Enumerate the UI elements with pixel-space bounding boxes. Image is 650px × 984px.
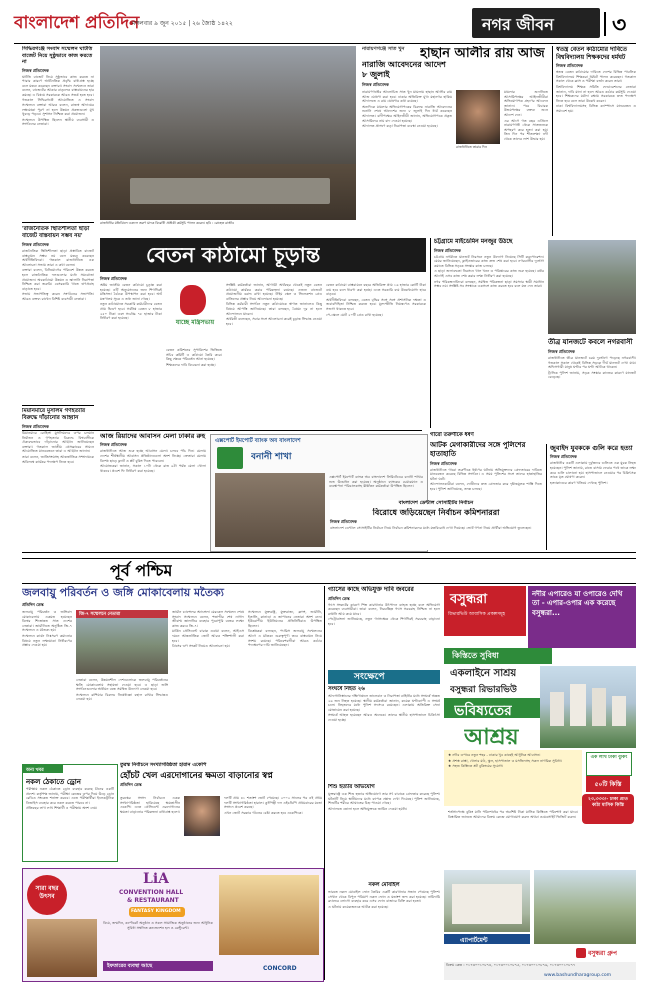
apartment-label: এ্যাপার্টমেন্ট (460, 937, 488, 944)
byline: নিজস্ব প্রতিবেদক (362, 82, 389, 87)
salary-badge (166, 283, 222, 345)
aerial-photo (534, 870, 636, 944)
article-teachers (556, 46, 636, 238)
sangkhepe-banner (328, 670, 440, 684)
byline: প্রতিদিন ডেস্ক (120, 782, 142, 788)
headline: জলবায়ু পরিবর্তন ও জঙ্গি মোকাবেলায় মতৈক্য (22, 586, 224, 599)
lia-line3: FANTASY KINGDOM (131, 909, 181, 914)
byline: নিজস্ব প্রতিবেদক (434, 247, 461, 253)
article-salary (100, 276, 426, 426)
climate-col-1: জলবায়ু পরিবর্তন ও জঙ্গিবাদ মোকাবেলায় একমত হয়েছেন বিশ্বের শিল্পোন্নত সাত দেশের নেতারা। জার্মানিতে অনুষ্ঠিত জি-৭ সম্মেলনে এ মতৈক্য হয়। সম্মেলনে কার্বন নিঃসরণ কমানোর বিষয়ে নতুন লক্ষ্যমাত্রা নির্ধারণের প্রস্তাব দেওয়া হয়। (22, 610, 72, 648)
group-logo-icon (576, 948, 586, 958)
headline: হোঁচট খেল এরদোগানের ক্ষমতা বাড়ানোর স্বপ্ন (120, 770, 273, 780)
climate-col-2: নেতারা বলেন, উন্নয়নশীল দেশগুলোকে জলবায়ু পরিবর্তনের ক্ষতি মোকাবেলায় সহায়তা দেওয়া হবে। এ ছাড়া জঙ্গি সংগঠনগুলোর অর্থায়ন বন্ধে সমন্বিত উদ্যোগ নেওয়া হবে। সম্মেলনে রাশিয়ার বিরুদ্ধে নিষেধাজ্ঞা বহাল রাখার সিদ্ধান্তও নেওয়া হয়। (76, 678, 168, 702)
portrait-photo (456, 90, 500, 144)
g7-photo (76, 610, 168, 674)
bank-sub: বনানী শাখা (251, 452, 292, 462)
sangkhepe-label: সংক্ষেপে (354, 672, 385, 682)
body-text: গ্যাস সংকটের কারণে শিল্প কারখানার উৎপাদন ব্যাহত হচ্ছে বলে অভিযোগ করেছেন ব্যবসায়ীরা। তারা বলেন, নিরবচ্ছিন্ন গ্যাস সরবরাহ নিশ্চিত না হলে রপ্তানি আয় কমে যাবে। পেট্রোবাংলা জানিয়েছে, নতুন গ্যাসক্ষেত্র থেকে শিগগিরই সরবরাহ বাড়ানো হবে। (328, 602, 440, 626)
portrait-caption: রাজধানীতে তারার দিন (456, 145, 487, 149)
election-text: বাংলাদেশ ডেন্টাল সোসাইটির নির্বাচন নিয়ে নির্বাচন কমিশনারদের মধ্যে মতবিরোধ দেখা দিয়েছে। ভোট গণনা নিয়ে প্রার্থীরা অভিযোগ তুলেছেন। (330, 526, 532, 530)
lia-ad (22, 868, 324, 982)
ad-top-left (444, 586, 526, 636)
headline: সিদ্ধিরগঞ্জে সংবাদ সম্মেলন ঘাটতি বাজেট নিয়ে সুষ্ঠুভাবে কাজ করতে না (22, 46, 93, 65)
badge2: ৫০টি কিস্তি (594, 781, 622, 788)
headline: নকল ঠেকাতে ড্রোন (26, 778, 81, 786)
paper-name: বাংলাদেশ প্রতিদিন (14, 13, 140, 33)
building-photo (540, 666, 636, 748)
page-number: ৩ (612, 13, 627, 38)
election-kicker: বাংলাদেশ ডেন্টাল সোসাইটির নির্বাচন (398, 500, 474, 506)
group-photo (100, 46, 356, 220)
badge3-box (582, 794, 634, 824)
bank-title: এক্সপোর্ট ইমপোর্ট ব্যাংক অব বাংলাদেশ (215, 438, 301, 444)
green-text: ভবিষ্যতের (454, 703, 512, 719)
lia-badge: সারা বছর উৎসব (35, 885, 59, 900)
conditions-text: শর্তসাপেক্ষে বুকিং মানি পরিশোধের পর অবশিষ্ট টাকা মাসিক কিস্তিতে পরিশোধ করা যাবে। বিস্তারিত জানতে আমাদের বিক্রয় কেন্দ্রে যোগাযোগ করুন অথবা ওয়েবসাইট ভিজিট করুন। (448, 810, 578, 819)
ribbon: কিস্তিতে সুবিধা (452, 651, 499, 660)
bangladesh-map-icon (180, 285, 206, 315)
byline: নিজস্ব প্রতিবেদক (22, 242, 49, 247)
body-text: রাজধানীর একটি এলাকায় দুর্বৃত্তদের গুলিতে এক যুবক নিহত হয়েছেন। পুলিশ জানায়, রাতে বাসায় ফেরার পথে তাকে লক্ষ্য করে গুলি চালানো হয়। হাসপাতালে নেওয়ার পর চিকিৎসক তাকে মৃত ঘোষণা করেন। হত্যাকাণ্ডের কারণ খতিয়ে দেখছে পুলিশ। (550, 461, 636, 485)
headline: হাছান আলীর রায় আজ (420, 46, 545, 61)
lia-line2: & RESTAURANT (127, 897, 179, 904)
apartment-label-box (444, 934, 530, 944)
white-text: আশ্রয় (464, 725, 519, 750)
climate-col-3: জার্মান চ্যান্সেলর অ্যাঙ্গেলা মেরকেল সম্মেলন শেষে সংবাদ সম্মেলনে বলেন, শতাব্দীর শেষ নাগাদ জীবাশ্ম জ্বালানির ব্যবহার পুরোপুরি বন্ধের লক্ষ্যে কাজ করবে জি-৭। মার্কিন প্রেসিডেন্ট বারাক ওবামা বলেন, আইএস দমনে আন্তর্জাতিক জোট আরও শক্তিশালী করা হবে। গ্রিসের ঋণ সংকট নিয়েও আলোচনা হয়। (172, 610, 244, 649)
byline: নিজস্ব প্রতিবেদক (556, 63, 583, 69)
article-myanmar (22, 408, 94, 528)
other-news-label-box (23, 765, 63, 773)
section-banner: পূর্ব পশ্চিম (110, 561, 173, 580)
body-text: পরীক্ষায় নকল ঠেকাতে ড্রোন ব্যবহার করছে চীনের একটি প্রদেশ। কর্তৃপক্ষ জানায়, পরীক্ষা কেন্দ্রের ওপর দিয়ে উড়ে ড্রোন রেডিও সংকেত শনাক্ত করবে। এতে পরীক্ষার্থীরা ইলেকট্রনিক ডিভাইস ব্যবহার করে নকল করতে পারবে না। প্রতিবছর লাখ লাখ শিক্ষার্থী এ পরীক্ষায় অংশ নেয়। (26, 787, 114, 811)
byline: প্রতিদিন ডেস্ক (328, 595, 350, 601)
lia-badge-box (27, 875, 67, 915)
body-text: মিয়ানমারে রোহিঙ্গা মুসলিমদের ওপর চলমান নির্যাতন ও গণহত্যার বিরুদ্ধে বিশ্ববাসীকে ঐক্যবদ্ধভাবে দাঁড়ানোর আহ্বান জানিয়েছেন বক্তারা। গতকাল জাতীয় প্রেসক্লাবের সামনে আয়োজিত মানববন্ধনে তারা এ আহ্বান জানান। তারা বলেন, জাতিসংঘসহ আন্তর্জাতিক সম্প্রদায়কে অবিলম্বে কার্যকর পদক্ষেপ নিতে হবে। (22, 431, 94, 464)
headline: তীব্র যানজটে কবলে নগরবাসী (548, 338, 633, 346)
article-jubayer (550, 444, 636, 550)
item3-headline: নকল মোবাইল (368, 882, 400, 888)
lia-text: বিয়ে, জন্মদিন, কর্পোরেট অনুষ্ঠান ও সকল সামাজিক অনুষ্ঠানের জন্য আধুনিক সুবিধা সম্বলিত কনভেনশন হল ও রেস্টুরেন্ট। (103, 921, 213, 930)
headline: চট্টগ্রামে মাইডেমিন মনজুর উঠছে (434, 238, 513, 245)
salary-col-4: বেতন কাঠামো বাস্তবায়নে বছরে অতিরিক্ত প্রায় ১৬ হাজার কোটি টাকা ব্যয় হবে বলে ধারণা করা হচ্ছে। এতে সরকারি ব্যয় উল্লেখযোগ্য হারে বাড়বে। অর্থনীতিবিদরা বলছেন, বেতন বৃদ্ধির সঙ্গে সঙ্গে প্রশাসনিক দক্ষতা ও জবাবদিহিতা নিশ্চিত করতে হবে। মূল্যস্ফীতি নিয়ন্ত্রণেও সরকারকে সজাগ থাকতে হবে। পে-স্কেলে মোট ২০টি গ্রেড রাখা হয়েছে। (326, 283, 426, 317)
ribbon-box (444, 648, 552, 664)
badge2-box (586, 776, 630, 792)
section-title-box (472, 8, 600, 38)
byline: নিজস্ব প্রতিবেদক (22, 424, 49, 429)
other-news-label: অন্য খবর (26, 768, 44, 773)
badge3: ২৩,৩৩৩/- টাকা প্রতি কাঠা মাসিক কিস্তি (587, 797, 629, 808)
section-title: নগর জীবন (482, 15, 554, 34)
salary-banner (100, 238, 426, 272)
lia-photo (27, 919, 97, 977)
bank-photo (215, 473, 325, 547)
badge1: এক লাখ টাকা বুকিং (590, 755, 628, 760)
contact-strip (444, 962, 636, 980)
body-text: রাজনৈতিক স্থিতিশীলতা ছাড়া প্রস্তাবিত বাজেট বাস্তবায়ন সম্ভব নয় বলে মন্তব্য করেছেন অর্থনীতিবিদরা। গতকাল রাজধানীতে এক আলোচনা সভায় তারা এ কথা বলেন। বক্তারা বলেন, বিনিয়োগের পরিবেশ উন্নত করতে হলে রাজনৈতিক দলগুলোর মধ্যে সমঝোতা প্রয়োজন। অবকাঠামো উন্নয়ন ও জ্বালানি নিরাপত্তা নিশ্চিত করা জরুরি। বেসরকারি খাতে ঋণপ্রবাহ বাড়াতে হবে। সভায় সভাপতিত্ব করেন সংগঠনের সভাপতি। আরও বক্তব্য রাখেন বিশিষ্ট ব্যবসায়ী নেতারা। (22, 249, 94, 301)
byline: নিজস্ব প্রতিবেদক (430, 460, 457, 466)
election-byline: নিজস্ব প্রতিবেদক (330, 519, 357, 524)
kicker: তুরস্ক নির্বাচনে সংখ্যাগরিষ্ঠতা হারান একেপি (120, 762, 207, 768)
election-block (100, 496, 101, 497)
line2: বসুন্ধরা রিভারভিউ (450, 685, 517, 695)
item2-headline: শিশু হত্যার অভিযোগ (328, 784, 375, 790)
headline: 'রাজনৈতিক স্থিতিশীলতা ছাড়া বাজেট বাস্তবায়ন সম্ভব নয়' (22, 226, 90, 239)
bank-logo-icon (217, 447, 243, 469)
article-climate (22, 586, 322, 760)
bashundhara-logo: বসুন্ধরা (450, 592, 488, 607)
body-text: স্বতন্ত্র বেতন কাঠামোর দাবিতে দেশের বিভিন্ন পাবলিক বিশ্ববিদ্যালয়ে শিক্ষকরা ধর্মঘট পালন করেছেন। গতকাল সকাল থেকে ক্লাস ও পরীক্ষা বর্জন করেন তারা। বিশ্ববিদ্যালয় শিক্ষক সমিতি ফেডারেশনের নেতারা জানান, দাবি মানা না হলে আরও কঠোর কর্মসূচি দেওয়া হবে। শিক্ষকদের মর্যাদা রক্ষায় সরকারকে দ্রুত পদক্ষেপ নিতে হবে বলে তারা উল্লেখ করেন। ঢাকা বিশ্ববিদ্যালয়সহ বিভিন্ন ক্যাম্পাসে মানববন্ধন ও সমাবেশ হয়। (556, 70, 636, 113)
climate-col-4: সম্মেলনে যুক্তরাষ্ট্র, যুক্তরাজ্য, ফ্রান্স, জার্মানি, ইতালি, কানাডা ও জাপানের নেতারা অংশ নেন। ইউরোপীয় ইউনিয়নের প্রতিনিধিরাও উপস্থিত ছিলেন। বিশ্লেষকরা বলছেন, প্যারিস জলবায়ু সম্মেলনের আগে এ মতৈক্য গুরুত্বপূর্ণ। তবে বাস্তবায়ন নিয়ে সংশয় রয়েছে। পরিবেশবাদীরা আরও কঠোর পদক্ষেপের দাবি জানিয়েছেন। (248, 610, 322, 648)
subhead: নারাজি আবেদনের আদেশ ৮ জুলাই (362, 60, 446, 79)
group-name: বসুন্ধরা গ্রুপ (588, 950, 617, 957)
body-text: ঘাটতি বাজেট নিয়ে সুষ্ঠুভাবে কাজ করতে না পারার কারণে অর্থনৈতিক প্রবৃদ্ধি বাধাগ্রস্ত হচ্ছে বলে মন্তব্য করেছেন বক্তারা। সংবাদ সম্মেলনে তারা বলেন, বাজেটের আকার বাড়লেও বাস্তবায়নের হার কমছে। এ বিষয়ে সরকারকে আরও সতর্ক হতে হবে। গতকাল সিদ্ধিরগঞ্জে আয়োজিত এ সংবাদ সম্মেলনে বক্তারা আরও বলেন, রাজস্ব আদায়ের লক্ষ্যমাত্রা পূরণ না হলে উন্নয়ন প্রকল্পগুলো মুখ থুবড়ে পড়বে। সুশাসন নিশ্চিত করা প্রয়োজন। সম্মেলনে উপস্থিত ছিলেন স্থানীয় ব্যবসায়ী ও সংগঠনের নেতারা। (22, 74, 94, 127)
body-text: চট্টগ্রাম নগরীতে যানজট নিরসনে নতুন উদ্যোগ নিয়েছে সিটি করপোরেশন। মেয়র জানিয়েছেন, ফ্লাইওভারের কাজ দ্রুত শেষ করা হবে। নগরবাসীর দুর্ভোগ কমাতে বিভিন্ন সড়কে সংস্কার কাজ চলছে। এ ছাড়া জলাবদ্ধতা নিরসনে খাল খনন ও পরিষ্কারের কাজ শুরু হয়েছে। বর্ষার আগেই এসব কাজ শেষ করার লক্ষ্য নির্ধারণ করা হয়েছে। নগর পরিকল্পনাবিদরা বলছেন, সমন্বিত পরিকল্পনা ছাড়া সমস্যার স্থায়ী সমাধান সম্ভব নয়। সংশ্লিষ্ট সব সংস্থাকে একসঙ্গে কাজ করতে হবে বলে মত দেন তারা। (434, 254, 544, 289)
date-line: মঙ্গলবার ৯ জুন ২০১৫ | ২৬ জ্যৈষ্ঠ ১৪২২ (132, 20, 233, 27)
headline: জুবাইদ যুবককে গুলি করে হত্যা (550, 444, 633, 452)
byline: নিজস্ব প্রতিবেদক (548, 349, 575, 354)
election-article (430, 470, 431, 471)
bashundhara-tagline: নদীর এপারেও যা ওপারেও দেখি তা - এপার-ওপার এক করেছে বসুন্ধরা... (532, 590, 623, 617)
lia-line1: CONVENTION HALL (119, 889, 184, 896)
byline: নিজস্ব প্রতিবেদক (550, 454, 577, 460)
website: www.bashundharagroup.com (544, 973, 612, 978)
contact-text: বিক্রয় কেন্দ্র : ০১৭৩০০১০৮৭৪, ০১৭৩০০১০৮৭৫, ০১৭৩০০১০৮৭৬, ০১৭৩০০১০৮৭৭ (446, 963, 576, 967)
article-ctg (434, 238, 544, 428)
lia-footer: ইফতারের ব্যবস্থা আছে (107, 963, 153, 969)
subhead: আটক মেগাকারীদের সঙ্গে পুলিশের হাতাহাতি (430, 441, 526, 458)
article-election-proper (430, 496, 542, 497)
bank-text: এক্সপোর্ট ইমপোর্ট ব্যাংক অব বাংলাদেশ লিমিটেডের বনানী শাখার শুভ উদ্বোধন করা হয়েছে। অনুষ্ঠানে ব্যাংকের চেয়ারম্যান ও ব্যবস্থাপনা পরিচালকসহ ঊর্ধ্বতন কর্মকর্তারা উপস্থিত ছিলেন। (329, 475, 423, 489)
item3-text: ভারতে নকল মোবাইল ফোন তৈরির একটি কারখানার সন্ধান পেয়েছে পুলিশ। সেখান থেকে বিপুল পরিমাণ নকল ফোন ও যন্ত্রাংশ জব্দ করা হয়েছে। নামিদামি ব্র্যান্ডের লোগো ব্যবহার করে এসব ফোন বাজারে বিক্রি করা হতো। এ ঘটনায় কয়েকজনকে আটক করা হয়েছে। (328, 890, 440, 909)
kicker: গারো তরুণীকে ধর্ষণ (430, 432, 474, 438)
election-headline: বিরোধে জড়িয়েছেন নির্বাচন কমিশনাররা (372, 508, 500, 517)
body-col-2: মামলার শুনানিতে আসামিপক্ষের আইনজীবীরা অভিযোগপত্র গ্রহণের আবেদন জানান। পরে বিচারক উভয়পক্ষের বক্তব্য শুনে আদেশ দেন। এর আগে গত বছর এপ্রিলে নারায়ণগঞ্জ থেকে সাতজনকে অপহরণ করে হত্যা করা হয়। তিন দিন পর শীতলক্ষ্যা নদী থেকে তাদের লাশ উদ্ধার হয়। (504, 90, 548, 141)
salary-col-2: বেতন কমিশনের সুপারিশের ভিত্তিতে সচিব কমিটি এ কাঠামো তৈরি করে। কিছু ক্ষেত্রে পরিবর্তন আনা হয়েছে। শিক্ষকদের দাবি বিবেচনা করা হচ্ছে। (166, 348, 222, 367)
body-col-1: নারায়ণগঞ্জের আলোচিত সাত খুন মামলায় হাছান আলীর রায় আজ ঘোষণা করা হবে। ঢাকার অতিরিক্ত মুখ্য মহানগর হাকিম আদালতে এ রায় ঘোষণার কথা রয়েছে। অন্যদিকে মামলার অভিযোগপত্রের বিরুদ্ধে নারাজি আবেদনের শুনানি শেষে আদেশের জন্য ৮ জুলাই দিন ধার্য করেছেন আদালত। বাদীপক্ষের আইনজীবী জানান, অভিযোগপত্রে প্রকৃত আসামিদের নাম বাদ দেওয়া হয়েছে। আদালত প্রাঙ্গণে কড়া নিরাপত্তা ব্যবস্থা নেওয়া হয়েছে। (362, 90, 452, 129)
byline: নিজস্ব প্রতিবেদক (100, 276, 127, 281)
item2-text: যুক্তরাষ্ট্রে এক শিশু হত্যার অভিযোগে তার সৎ বাবাকে গ্রেফতার করেছে পুলিশ। ঘটনাটি নিয়ে স্থানীয়দের মধ্যে ব্যাপক ক্ষোভ দেখা দিয়েছে। পুলিশ জানিয়েছে, শিশুটির শরীরে আঘাতের চিহ্ন পাওয়া গেছে। আদালতে তোলা হলে অভিযুক্তকে জামিন দেওয়া হয়নি। (328, 792, 440, 811)
traffic-photo (548, 240, 636, 334)
apartment-photo (444, 870, 530, 932)
article-election-box (330, 500, 542, 550)
article-sirajganj (22, 46, 94, 221)
lia-footer-box (103, 961, 213, 971)
masthead (14, 8, 636, 42)
salary-col-3: সংশ্লিষ্ট কর্মকর্তারা জানান, আগামী অর্থবছর থেকেই নতুন বেতন কাঠামো কার্যকর করার পরিকল্পনা রয়েছে। এজন্য বাজেটে প্রয়োজনীয় বরাদ্দ রাখা হয়েছে। টাইম স্কেল ও সিলেকশন গ্রেড বাতিলের প্রস্তাব নিয়ে আলোচনা হয়েছে। বিভিন্ন কর্মচারী সংগঠন নতুন কাঠামোকে স্বাগত জানালেও কিছু বিষয়ে আপত্তি জানিয়েছে। তারা বলছেন, বৈষম্য দূর না হলে আন্দোলনে যাবেন। অর্থমন্ত্রী বলেছেন, সবার সঙ্গে আলোচনা করেই চূড়ান্ত সিদ্ধান্ত নেওয়া হবে। (226, 283, 322, 326)
article-hasan (362, 46, 548, 236)
bashundhara-ad (444, 586, 636, 980)
lia-photo-2 (219, 875, 319, 955)
badge-text: যাচ্ছে মন্ত্রিসভায় (175, 319, 215, 326)
ad-top-right (528, 586, 636, 648)
g7-caption: জি-৭ সম্মেলনে নেতারা (79, 612, 121, 617)
article-fair (100, 432, 206, 552)
headline: আজ রিয়াদের আবাসন মেলা ঢাকার রুহ (100, 432, 206, 440)
group-box (574, 946, 636, 960)
lia-kingdom-box (129, 907, 185, 917)
item1-text: আফগানিস্তানের দক্ষিণাঞ্চলে তালেবান ও নিরাপত্তা বাহিনীর মধ্যে সংঘর্ষে অন্তত ২৬ জন নিহত হয়েছে। স্থানীয় কর্মকর্তারা জানান, কয়েক ঘণ্টাব্যাপী এ সংঘর্ষ চলে। নিহতদের মধ্যে পুলিশ সদস্যও রয়েছেন। এলাকায় অতিরিক্ত সেনা মোতায়েন করা হয়েছে। সংঘর্ষে আহত হয়েছেন আরও অনেকে। তাদের স্থানীয় হাসপাতালে চিকিৎসা দেওয়া হচ্ছে। (328, 694, 440, 722)
lia-brand: LiA (143, 871, 170, 887)
body-text: রাজধানীতে তীব্র যানজটে চরম দুর্ভোগে পড়েছে নগরবাসী। গতকাল সকাল থেকেই বিভিন্ন সড়কে দীর্ঘ যানজট দেখা যায়। অফিসগামী মানুষ ঘণ্টার পর ঘণ্টা আটকে থাকেন। ট্রাফিক পুলিশ জানায়, সড়ক সংস্কার কাজের কারণে যানজট বেড়েছে। (548, 356, 636, 380)
turkey-col-1: তুরস্কের সংসদ নির্বাচনে একক সংখ্যাগরিষ্ঠতা হারিয়েছে ক্ষমতাসীন একেপি। এতে প্রেসিডেন্ট এরদোগানের ক্ষমতা বাড়ানোর পরিকল্পনা বাধাগ্রস্ত হলো। (120, 796, 180, 814)
features-text: ★ নদীর ওপারে নতুন শহর - ঢাকার খুব কাছেই আধুনিক আবাসন। ★ প্রশস্ত রাস্তা, খেলার মাঠ, স্কুল, হাসপাতাল ও মসজিদসহ সকল নাগরিক সুবিধা। ★ সহজ কিস্তিতে প্লট বুকিংয়ের সুযোগ। (448, 753, 562, 769)
salary-col-1: অষ্টম জাতীয় বেতন কাঠামো চূড়ান্ত করা হয়েছে। এটি অনুমোদনের জন্য শিগগিরই মন্ত্রিসভা বৈঠকে উপস্থাপন করা হবে। অর্থ মন্ত্রণালয় সূত্রে এ তথ্য জানা গেছে। নতুন কাঠামোতে সরকারি কর্মচারীদের বেতন প্রায় দ্বিগুণ হবে। সর্বনিম্ন বেতন ৮ হাজার ২৫০ টাকা এবং সর্বোচ্চ ৭৮ হাজার টাকা নির্ধারণ করা হয়েছে। (100, 283, 162, 321)
kicker: নারায়ণগঞ্জে সাত খুন (362, 46, 405, 52)
sangkhepe-items (328, 686, 440, 980)
photo-caption: রাজধানীর মতিঝিলে একদল তরুণ মাদক বিরোধী প্রতীকী কর্মসূচি পালন করেন। ছবি : রোহেত রাজীব (100, 221, 234, 225)
item1-headline: সংঘর্ষে নিহত ২৬ (328, 686, 365, 692)
g7-caption-box (76, 610, 168, 618)
lia-partner: CONCORD (263, 965, 297, 972)
headline: মিয়ানমারে মুসলিম গণহত্যার বিরুদ্ধে দাঁড়ানোর আহ্বান (22, 408, 86, 421)
body-text: রাজধানীতে আজ শুরু হচ্ছে আবাসন মেলা। চলবে পাঁচ দিন। মেলায় দেশের শীর্ষস্থানীয় আবাসন প্রতিষ্ঠানগুলো অংশ নিচ্ছে। ক্রেতারা মেলায় বিশেষ ছাড়ে ফ্ল্যাট ও প্লট বুকিং দিতে পারবেন। আয়োজকরা জানান, সকাল ১০টা থেকে রাত ৯টা পর্যন্ত মেলা খোলা থাকবে। প্রবেশ ফি নির্ধারণ করা হয়েছে। (100, 449, 206, 473)
byline: নিজস্ব প্রতিবেদক (22, 67, 49, 73)
erdogan-photo (184, 796, 220, 836)
salary-headline: বেতন কাঠামো চূড়ান্ত (146, 243, 321, 267)
section-banner-box (22, 558, 636, 584)
article-traffic (548, 338, 636, 440)
article-political (22, 226, 94, 404)
badge1-box (586, 752, 632, 776)
bashundhara-subtitle: রিভারভিউ আবাসিক প্রকল্পসমূহ (448, 612, 506, 617)
byline: প্রতিদিন ডেস্ক (22, 602, 44, 607)
headline: গ্যাসের কাছে অভিযুক্ত দাবি জবরের (328, 586, 414, 593)
yellow-strip (444, 750, 582, 806)
article-turkey (120, 762, 322, 864)
turkey-col-2: দলটি প্রায় ৪১ শতাংশ ভোট পেয়েছে। ২০০২ সালের পর এই প্রথম দলটি সংখ্যাগরিষ্ঠতা হারাল। কুর্দিপন্থী দল এইচডিপি প্রথমবারের মতো সংসদে প্রবেশ করছে। এখন জোট সরকার গঠনের চেষ্টা করতে হবে একেপিকে। (224, 796, 322, 815)
headline: স্বতন্ত্র বেতন কাঠামোর দাবিতে বিশ্ববিদ্যালয় শিক্ষকদের ধর্মঘট (556, 46, 627, 61)
byline: নিজস্ব প্রতিবেদক (100, 442, 127, 448)
body-text: রাজধানীতে গারো তরুণীকে ধর্ষণের ঘটনায় অভিযুক্তদের গ্রেফতারের দাবিতে মানববন্ধন করেছে বিভিন্ন সংগঠন। এ সময় পুলিশের সঙ্গে তাদের হাতাহাতির ঘটনা ঘটে। আন্দোলনকারীরা বলেন, দোষীদের দ্রুত গ্রেফতার করে দৃষ্টান্তমূলক শাস্তি দিতে হবে। পুলিশ জানিয়েছে, তদন্ত চলছে। (430, 467, 542, 491)
line1: একলাইনে সাশ্রয় (450, 668, 517, 679)
article-fake-drone (22, 764, 118, 862)
article-gas (328, 586, 440, 666)
